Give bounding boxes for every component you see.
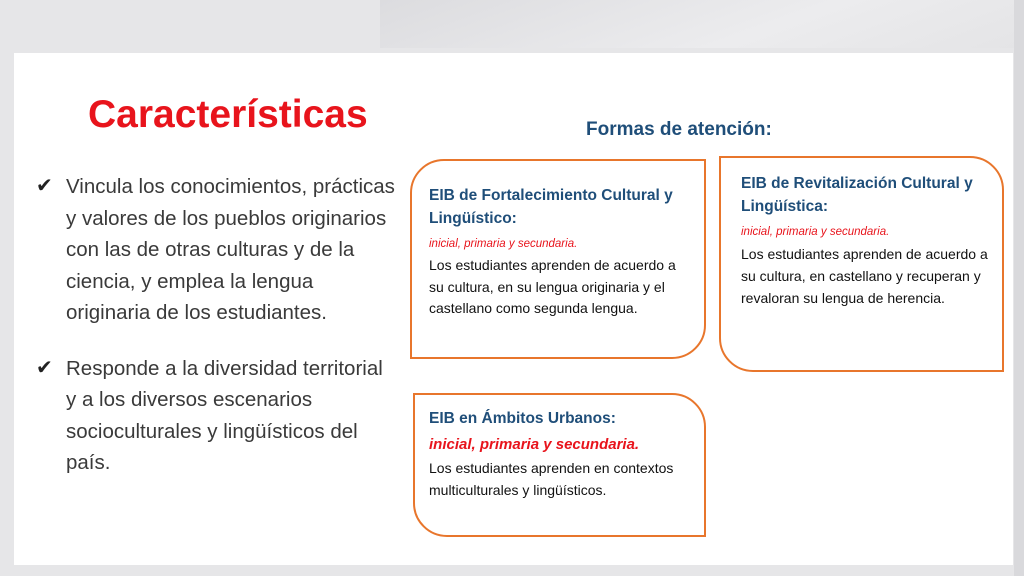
- section-subtitle: Formas de atención:: [586, 119, 772, 140]
- card-description: Los estudiantes aprenden de acuerdo a su cultura, en su lengua originaria y el castellano como segunda lengua.: [429, 257, 676, 316]
- card-title: EIB de Fortalecimiento Cultural y Lingüístico:: [429, 187, 673, 227]
- slide: [14, 53, 1013, 565]
- bullet-item: [36, 171, 396, 329]
- slide-title: Características: [88, 93, 368, 136]
- bullet-item: [36, 353, 396, 479]
- bullet-text: Responde a la diversidad territorial y a los diversos escenarios socioculturales y lingüísticos del país.: [66, 356, 383, 474]
- bullet-list: [36, 171, 396, 503]
- card-description: Los estudiantes aprenden en contextos multiculturales y lingüísticos.: [429, 460, 674, 498]
- card-level: inicial, primaria y secundaria.: [741, 226, 890, 238]
- bullet-text: Vincula los conocimientos, prácticas y valores de los pueblos originarios con las de otras culturas y de la ciencia, y emplea la lengua originaria de los estudiantes.: [66, 175, 395, 324]
- card-description: Los estudiantes aprenden de acuerdo a su cultura, en castellano y recuperan y revaloran su lengua de herencia.: [741, 246, 988, 306]
- card-level: inicial, primaria y secundaria.: [429, 238, 578, 250]
- card-fortalecimiento: [410, 159, 706, 359]
- card-revitalizacion: [719, 156, 1004, 372]
- card-title: EIB de Revitalización Cultural y Lingüística:: [741, 175, 973, 215]
- card-ambitos-urbanos: [413, 393, 706, 537]
- background-decoration: [380, 0, 1024, 48]
- checkmark-icon: ✔: [36, 356, 53, 379]
- card-level: inicial, primaria y secundaria.: [429, 436, 640, 453]
- card-title: EIB en Ámbitos Urbanos:: [429, 410, 616, 427]
- background-edge: [1014, 0, 1024, 576]
- checkmark-icon: ✔: [36, 175, 53, 197]
